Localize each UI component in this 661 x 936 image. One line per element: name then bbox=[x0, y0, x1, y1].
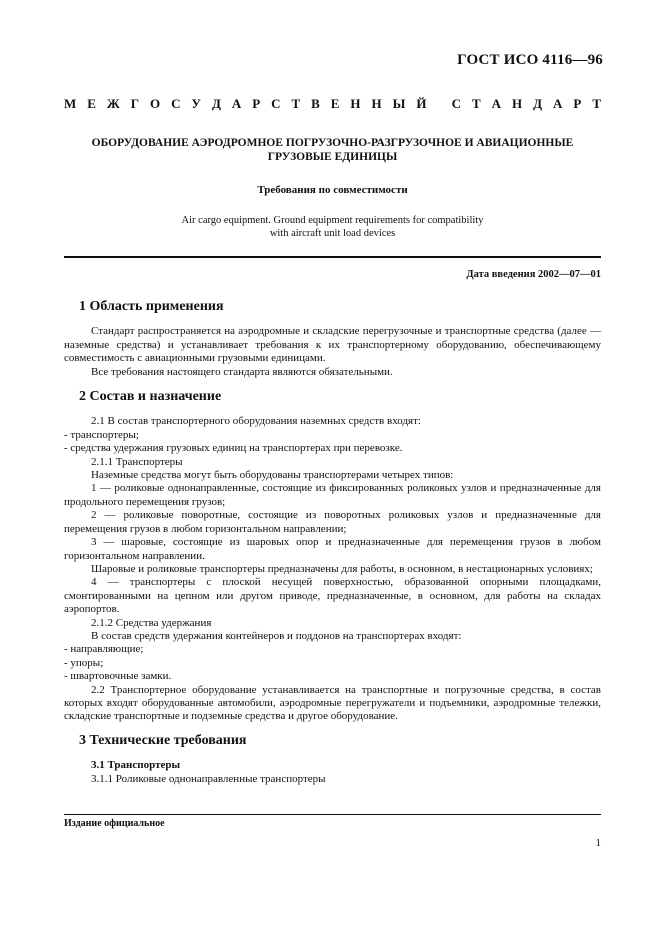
interstate-letter: Н bbox=[512, 96, 523, 111]
list-item: 4 — транспортеры с плоской несущей поверхностью, образованной опорными площадками, смонтированными на цепном или другом приводе, предназначенные, в основном, для работы на складах аэропортов. bbox=[64, 576, 601, 616]
section-heading-scope: 1 Область применения bbox=[79, 299, 224, 314]
interstate-letter: У bbox=[191, 96, 201, 111]
interstate-letter: Й bbox=[416, 96, 427, 111]
interstate-letter: С bbox=[271, 96, 281, 111]
interstate-letter: Т bbox=[472, 96, 481, 111]
paragraph: В состав средств удержания контейнеров и поддонов на транспортерах входят: bbox=[91, 629, 462, 642]
list-item: 3 — шаровые, состоящие из шаровых опор и предназначенные для перемещения грузов в любом горизонтальном направлении. bbox=[64, 536, 601, 562]
document-title bbox=[64, 136, 601, 164]
interstate-letter: Н bbox=[371, 96, 382, 111]
list-item: - швартовочные замки. bbox=[64, 670, 172, 683]
title-line: ГРУЗОВЫЕ ЕДИНИЦЫ bbox=[267, 151, 398, 163]
list-item: 2 — роликовые поворотные, состоящие из поворотных роликовых узлов и предназначенные для перемещения грузов в любом горизонтальном направлении; bbox=[64, 509, 601, 535]
footer-divider bbox=[64, 814, 601, 815]
interstate-letter: Н bbox=[350, 96, 361, 111]
section-heading-composition: 2 Состав и назначение bbox=[79, 389, 222, 405]
subsection-heading: 3.1 Транспортеры bbox=[91, 759, 181, 772]
english-title-line: with aircraft unit load devices bbox=[269, 228, 396, 239]
title-line: ОБОРУДОВАНИЕ АЭРОДРОМНОЕ ПОГРУЗОЧНО-РАЗГРУЗОЧНОЕ И АВИАЦИОННЫЕ bbox=[91, 137, 574, 149]
interstate-letter: Р bbox=[573, 96, 582, 111]
english-title bbox=[64, 214, 601, 240]
interstate-letter: М bbox=[64, 96, 77, 111]
interstate-letter: Д bbox=[211, 96, 221, 111]
paragraph: 2.2 Транспортерное оборудование устанавливается на транспортные и погрузочные средства, в состав которых входят оборудованные автомобили, аэродромные перегружатели и подъемники, аэродромные тележки, складские транспортные и подземные средства и другое оборудование. bbox=[64, 683, 601, 723]
interstate-spacer bbox=[437, 96, 440, 112]
interstate-letter: Е bbox=[87, 96, 96, 111]
interstate-letter: Е bbox=[330, 96, 340, 111]
list-item: 1 — роликовые однонаправленные, состоящие из фиксированных роликовых узлов и предназначенные для продольного перемещения грузов; bbox=[64, 482, 601, 508]
header-divider bbox=[64, 256, 601, 258]
interstate-letter: О bbox=[149, 96, 161, 111]
document-number: ГОСТ ИСО 4116—96 bbox=[457, 52, 603, 68]
introduction-date: Дата введения 2002—07—01 bbox=[466, 269, 601, 280]
paragraph: 2.1 В состав транспортерного оборудования наземных средств входят: bbox=[91, 415, 421, 428]
interstate-letter: С bbox=[451, 96, 462, 111]
section-heading-requirements: 3 Технические требования bbox=[79, 732, 247, 748]
subsection-heading: 2.1.1 Транспортеры bbox=[91, 455, 183, 468]
interstate-letter: Г bbox=[130, 96, 139, 111]
page-number: 1 bbox=[595, 837, 601, 849]
list-item: - направляющие; bbox=[64, 643, 144, 656]
english-title-line: Air cargo equipment. Ground equipment requirements for compatibility bbox=[181, 215, 484, 226]
interstate-letter: С bbox=[171, 96, 181, 111]
interstate-letter: Д bbox=[533, 96, 543, 111]
subsection-heading: 2.1.2 Средства удержания bbox=[91, 616, 212, 629]
interstate-letter: Т bbox=[592, 96, 601, 111]
paragraph: Шаровые и роликовые транспортеры предназначены для работы, в основном, в нестационарных условиях; bbox=[91, 562, 593, 575]
interstate-letter: А bbox=[231, 96, 242, 111]
list-item: - транспортеры; bbox=[64, 428, 139, 441]
list-item: - упоры; bbox=[64, 656, 104, 669]
paragraph: Все требования настоящего стандарта являются обязательными. bbox=[91, 365, 393, 378]
interstate-letter: В bbox=[311, 96, 320, 111]
paragraph: Стандарт распространяется на аэродромные и складские перегрузочные и транспортные средства (далее — наземные средства) и устанавливает требования к их транспортерному оборудованию, обеспечивающему совместимость с авиационными грузовыми единицами. bbox=[64, 325, 601, 365]
interstate-letter: Ж bbox=[106, 96, 120, 111]
interstate-letter: Ы bbox=[392, 96, 406, 111]
interstate-standard-label bbox=[64, 96, 601, 112]
edition-label: Издание официальное bbox=[64, 818, 165, 829]
subsection-heading: 3.1.1 Роликовые однонаправленные транспортеры bbox=[91, 772, 326, 785]
interstate-letter: А bbox=[491, 96, 502, 111]
interstate-letter: А bbox=[553, 96, 563, 111]
interstate-letter: Т bbox=[291, 96, 301, 111]
interstate-letter: Р bbox=[252, 96, 261, 111]
list-item: - средства удержания грузовых единиц на транспортерах при перевозке. bbox=[64, 442, 403, 455]
document-body bbox=[64, 300, 601, 786]
paragraph: Наземные средства могут быть оборудованы транспортерами четырех типов: bbox=[91, 469, 454, 482]
document-subtitle: Требования по совместимости bbox=[257, 184, 408, 196]
